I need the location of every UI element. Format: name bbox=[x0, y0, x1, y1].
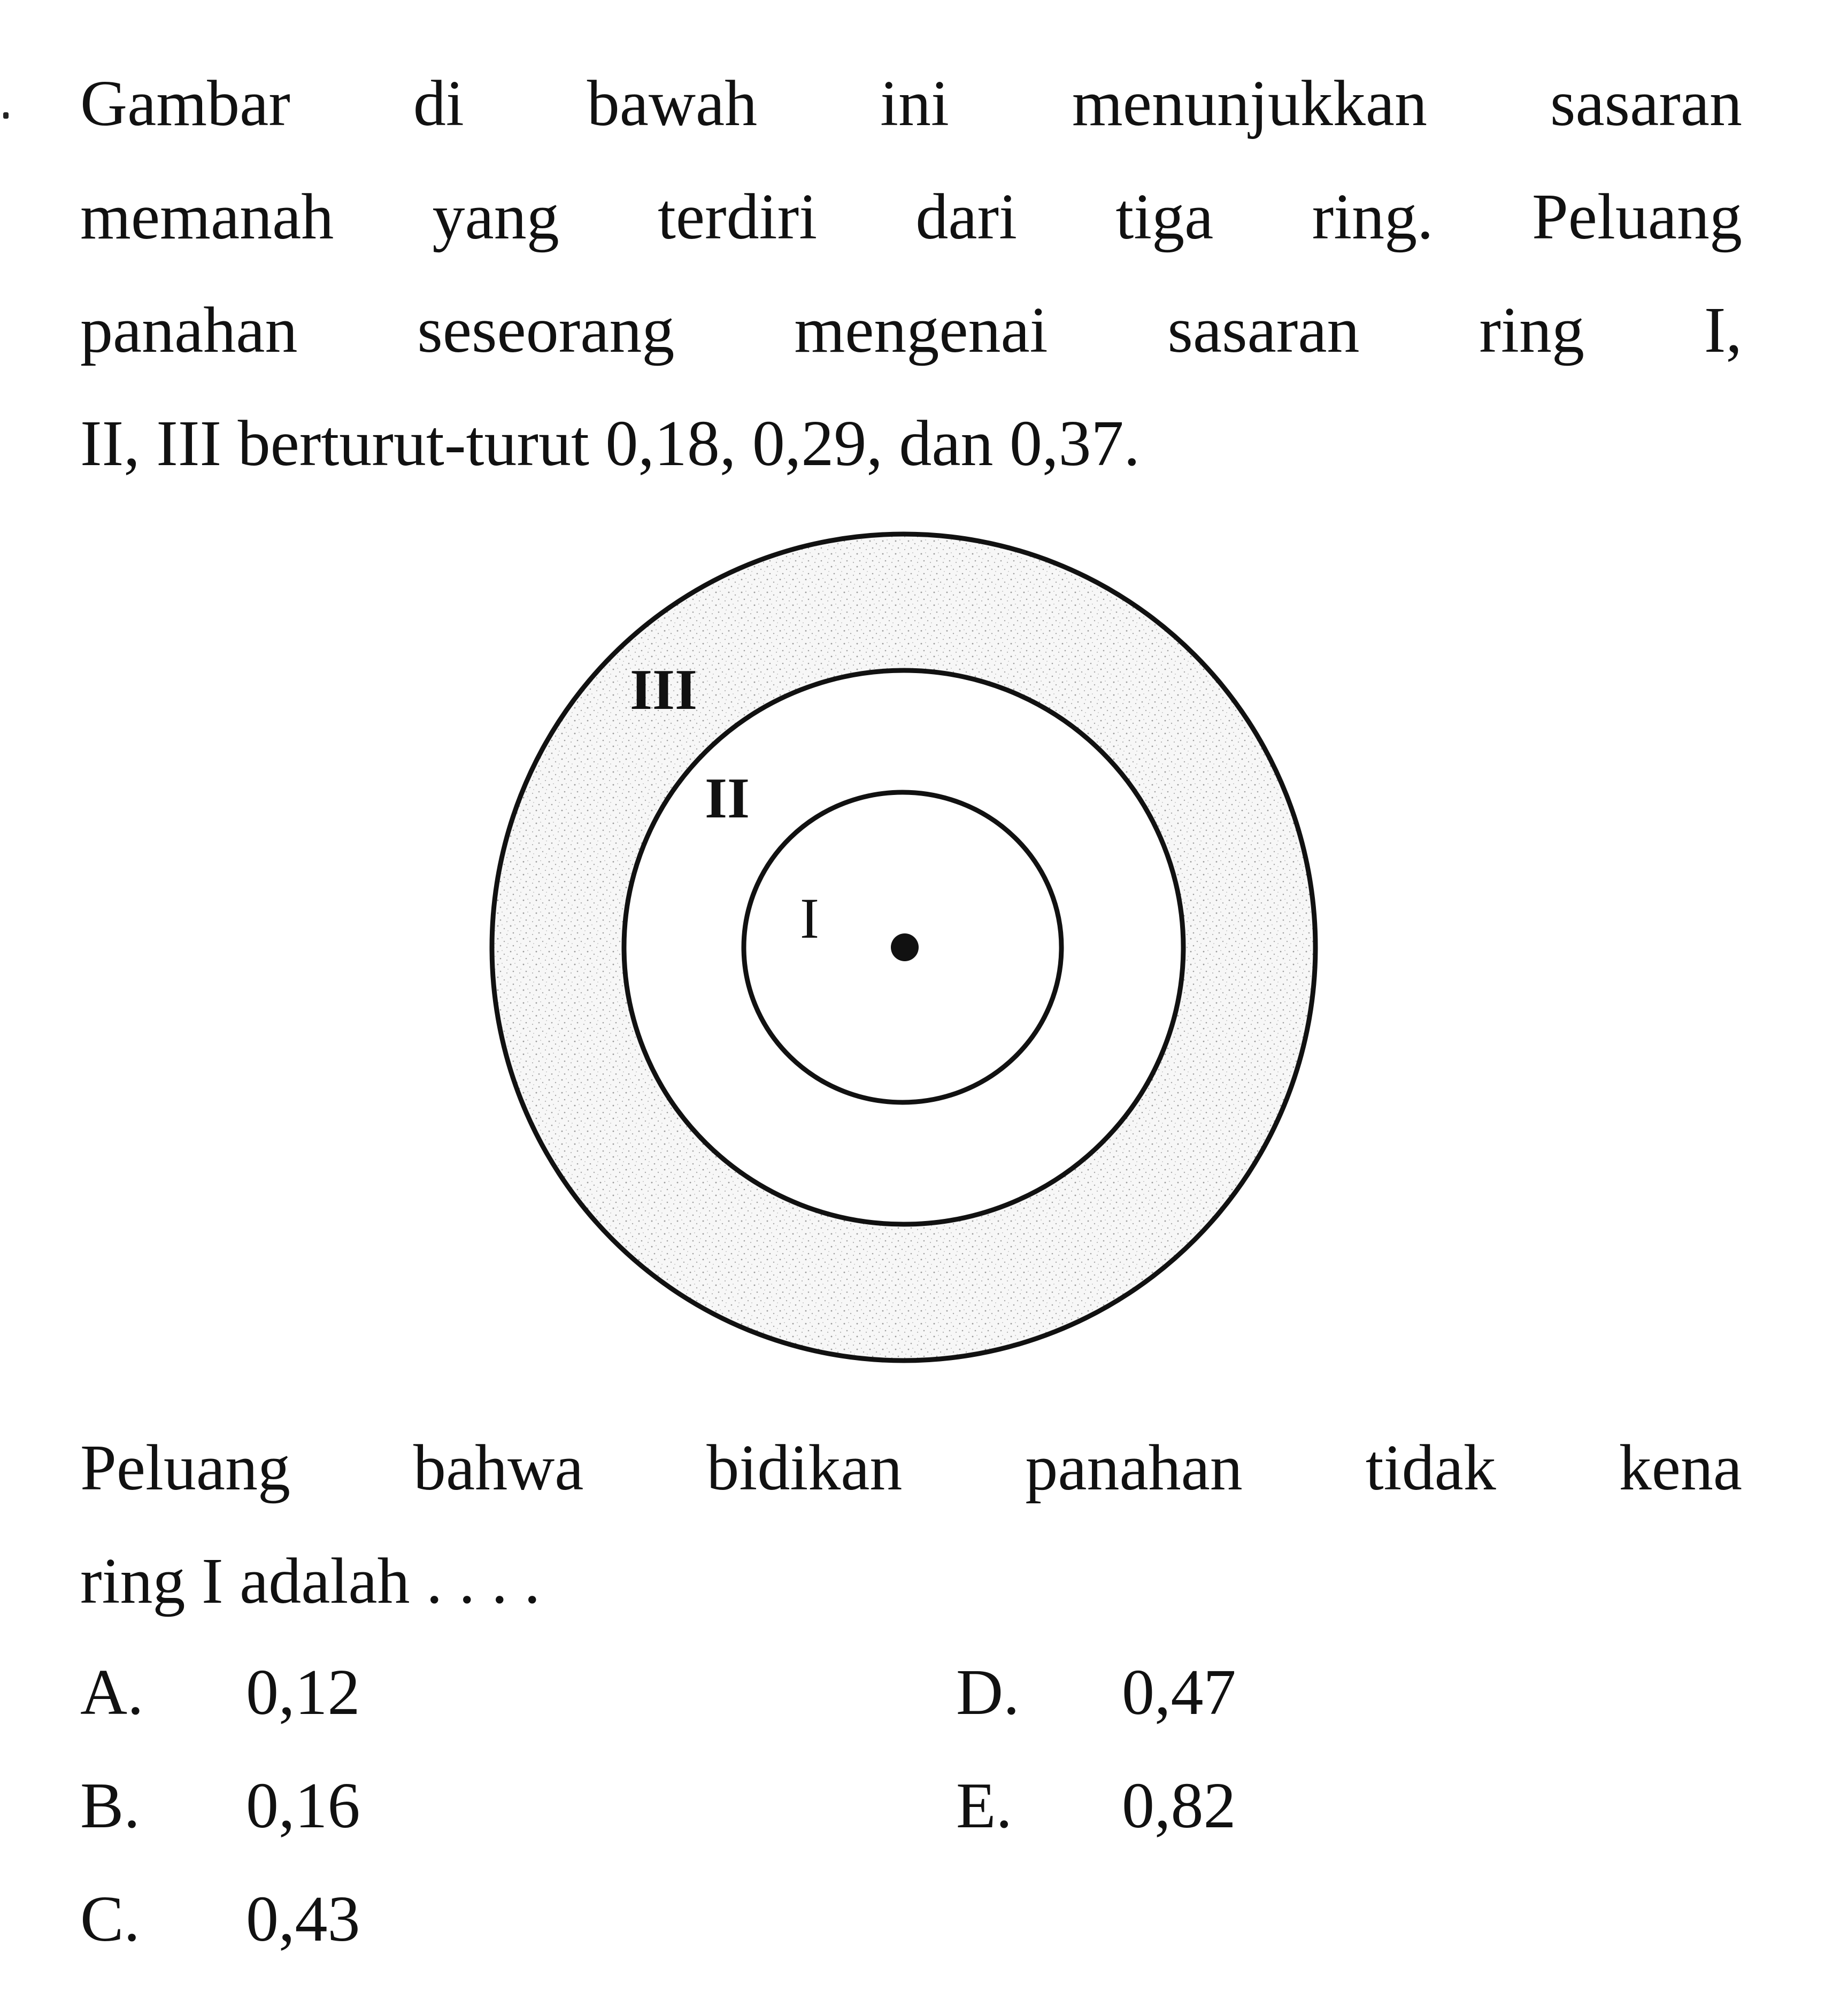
problem-line: Gambar di bawah ini menunjukkan sasaran bbox=[80, 67, 1742, 140]
problem-line: memanah yang terdiri dari tiga ring. Peluang bbox=[80, 181, 1742, 253]
archery-target-svg bbox=[471, 513, 1337, 1379]
ring-label-i: I bbox=[800, 887, 819, 951]
option-letter: E. bbox=[956, 1770, 1013, 1842]
option-value: 0,16 bbox=[246, 1770, 360, 1842]
archery-target-figure bbox=[471, 513, 1337, 1379]
bullseye-dot bbox=[891, 933, 919, 961]
option-d[interactable] bbox=[956, 1636, 1236, 1749]
option-value: 0,12 bbox=[246, 1656, 360, 1728]
problem-statement bbox=[80, 47, 1742, 500]
option-e[interactable] bbox=[956, 1749, 1236, 1863]
answer-options bbox=[80, 1636, 1684, 1999]
option-letter: A. bbox=[80, 1656, 144, 1728]
ring-label-iii: III bbox=[630, 658, 698, 722]
option-letter: D. bbox=[956, 1656, 1020, 1728]
option-value: 0,47 bbox=[1122, 1656, 1236, 1728]
option-a[interactable] bbox=[80, 1636, 360, 1749]
option-value: 0,43 bbox=[246, 1883, 360, 1955]
problem-line: II, III berturut-turut 0,18, 0,29, dan 0,37. bbox=[80, 407, 1141, 480]
scan-mark bbox=[3, 112, 9, 119]
question-prompt bbox=[80, 1411, 1742, 1638]
question-line: ring I adalah . . . . bbox=[80, 1545, 541, 1617]
option-letter: C. bbox=[80, 1883, 140, 1955]
option-b[interactable] bbox=[80, 1749, 360, 1863]
problem-line: panahan seseorang mengenai sasaran ring I, bbox=[80, 294, 1742, 366]
option-letter: B. bbox=[80, 1770, 140, 1842]
question-line: Peluang bahwa bidikan panahan tidak kena bbox=[80, 1432, 1742, 1504]
option-value: 0,82 bbox=[1122, 1770, 1236, 1842]
ring-label-ii: II bbox=[705, 767, 750, 830]
option-c[interactable] bbox=[80, 1863, 360, 1976]
